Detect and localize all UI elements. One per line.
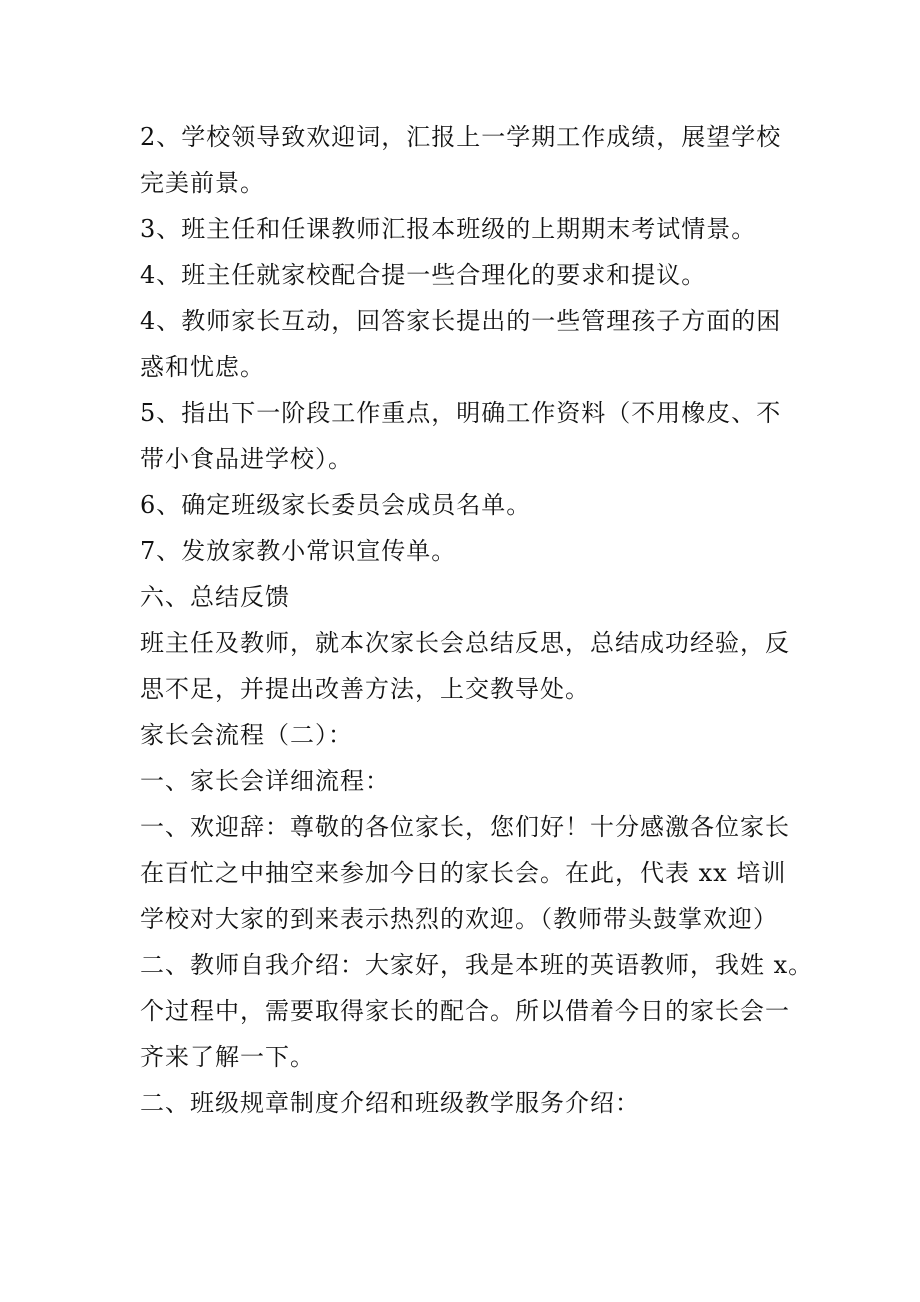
section-heading-class-rules [140, 1080, 800, 1126]
paragraph-item-4a [140, 252, 800, 298]
paragraph-item-4b [140, 298, 800, 390]
paragraph-item-7 [140, 528, 800, 574]
section-heading-summary [140, 574, 800, 620]
paragraph-teacher-intro [140, 942, 814, 1080]
text-line: 带小食品进学校）。 [140, 445, 353, 473]
text-line: 2、学校领导致欢迎词，汇报上一学期工作成绩，展望学校 [140, 123, 782, 151]
text-line: 学校对大家的到来表示热烈的欢迎。（教师带头鼓掌欢迎） [140, 905, 778, 933]
paragraph-item-3 [140, 206, 800, 252]
text-line: 班主任及教师，就本次家长会总结反思，总结成功经验，反 [140, 629, 790, 657]
text-line: 完美前景。 [140, 169, 265, 197]
text-line: 个过程中，需要取得家长的配合。所以借着今日的家长会一 [140, 997, 790, 1025]
text-line: 4、班主任就家校配合提一些合理化的要求和提议。 [140, 261, 707, 289]
text-line: 一、欢迎辞：尊敬的各位家长，您们好！十分感激各位家长 [140, 813, 790, 841]
text-line: 家长会流程（二）： [140, 721, 353, 749]
text-line: 惑和忧虑。 [140, 353, 265, 381]
text-line: 在百忙之中抽空来参加今日的家长会。在此，代表 xx 培训 [140, 859, 787, 887]
paragraph-welcome [140, 804, 800, 942]
paragraph-item-5 [140, 390, 800, 482]
text-line: 4、教师家长互动，回答家长提出的一些管理孩子方面的困 [140, 307, 782, 335]
paragraph-item-2 [140, 114, 800, 206]
text-line: 一、家长会详细流程： [140, 767, 390, 795]
text-line: 5、指出下一阶段工作重点，明确工作资料（不用橡皮、不 [140, 399, 782, 427]
paragraph-summary-body [140, 620, 800, 712]
text-line: 3、班主任和任课教师汇报本班级的上期期末考试情景。 [140, 215, 757, 243]
text-line: 齐来了解一下。 [140, 1043, 315, 1071]
document-body [140, 114, 814, 1126]
text-line: 思不足，并提出改善方法，上交教导处。 [140, 675, 590, 703]
text-line: 6、确定班级家长委员会成员名单。 [140, 491, 532, 519]
paragraph-item-6 [140, 482, 800, 528]
section-heading-detailed-process [140, 758, 800, 804]
section-heading-process-two [140, 712, 800, 758]
text-line: 7、发放家教小常识宣传单。 [140, 537, 457, 565]
text-line: 六、总结反馈 [140, 583, 290, 611]
text-line: 二、教师自我介绍：大家好，我是本班的英语教师，我姓 x。 [140, 951, 814, 979]
text-line: 二、班级规章制度介绍和班级教学服务介绍： [140, 1089, 640, 1117]
